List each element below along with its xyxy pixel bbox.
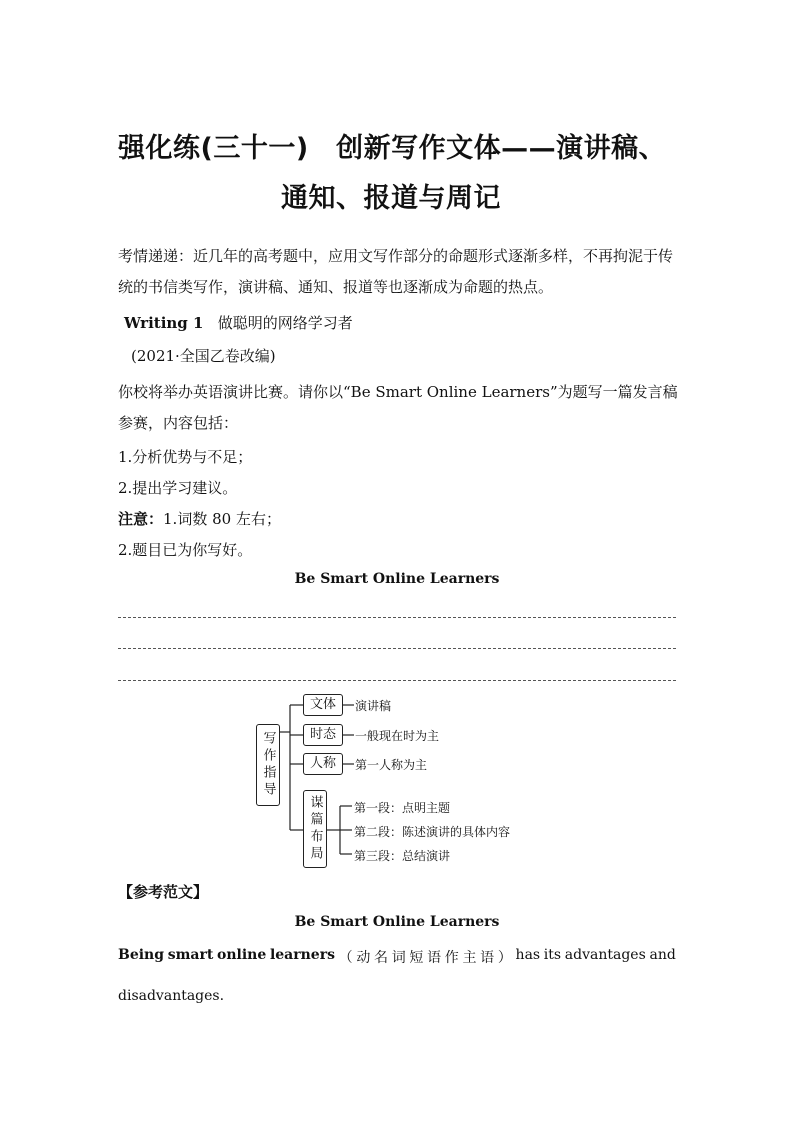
word: learners	[269, 947, 335, 963]
sample-heading: 【参考范文】	[118, 883, 209, 901]
writing-line-1	[118, 617, 676, 618]
branch-person-text: 第一人称为主	[355, 758, 428, 772]
note-char: 语	[427, 950, 442, 966]
word: advantages	[564, 947, 646, 963]
word: Being	[118, 947, 165, 963]
note-char: 短	[409, 950, 424, 966]
branch-tense-box: 时态	[303, 724, 343, 746]
task-note	[118, 508, 281, 529]
branch-genre-text: 演讲稿	[355, 699, 392, 713]
word: its	[543, 947, 562, 963]
intro-paragraph: 考情递递：近几年的高考题中，应用文写作部分的命题形式逐渐多样，不再拘泥于传统的书信类写作，演讲稿、通知、报道等也逐渐成为命题的热点。	[118, 247, 674, 296]
note-1: 1.词数 80 左右；	[163, 510, 281, 528]
writing-label: Writing 1	[124, 314, 204, 332]
sample-line-1	[118, 947, 676, 967]
note-char: 作	[444, 950, 459, 966]
task-note-2: 2.题目已为你写好。	[118, 541, 253, 559]
word: online	[217, 947, 267, 963]
note-label: 注意：	[118, 510, 164, 528]
layout-item-1: 第一段：点明主题	[354, 801, 451, 815]
document-title-line2: 通知、报道与周记	[281, 183, 501, 214]
note-char: 动	[356, 950, 371, 966]
writing-line-3	[118, 680, 676, 681]
note-char: 词	[391, 950, 406, 966]
diagram-root-box: 写作指导	[256, 724, 280, 806]
note-char: ）	[497, 950, 512, 966]
writing-name: 做聪明的网络学习者	[217, 314, 353, 332]
layout-box: 谋篇布局	[303, 790, 327, 868]
writing-source: (2021·全国乙卷改编)	[131, 347, 276, 365]
layout-item-2: 第二段：陈述演讲的具体内容	[354, 825, 511, 839]
word: has	[515, 947, 541, 963]
note-char: 名	[374, 950, 389, 966]
note-char: （	[338, 950, 353, 966]
task-point-1: 1.分析优势与不足；	[118, 448, 253, 466]
writing-heading	[124, 312, 353, 333]
note-char: 语	[480, 950, 495, 966]
layout-item-3: 第三段：总结演讲	[354, 849, 451, 863]
note-char: 主	[462, 950, 477, 966]
task-prompt: 你校将举办英语演讲比赛。请你以“Be Smart Online Learners”为题写一篇发言稿参赛，内容包括：	[118, 383, 678, 432]
sample-line-2: disadvantages.	[118, 988, 225, 1004]
branch-genre-box: 文体	[303, 694, 343, 716]
task-point-2: 2.提出学习建议。	[118, 479, 238, 497]
word: smart	[167, 947, 214, 963]
writing-line-2	[118, 648, 676, 649]
document-title-line1: 强化练(三十一) 创新写作文体——演讲稿、	[118, 133, 667, 164]
branch-person-box: 人称	[303, 753, 343, 775]
word: and	[649, 947, 676, 963]
essay-title: Be Smart Online Learners	[294, 571, 500, 587]
sample-title: Be Smart Online Learners	[294, 914, 500, 930]
branch-tense-text: 一般现在时为主	[355, 729, 440, 743]
